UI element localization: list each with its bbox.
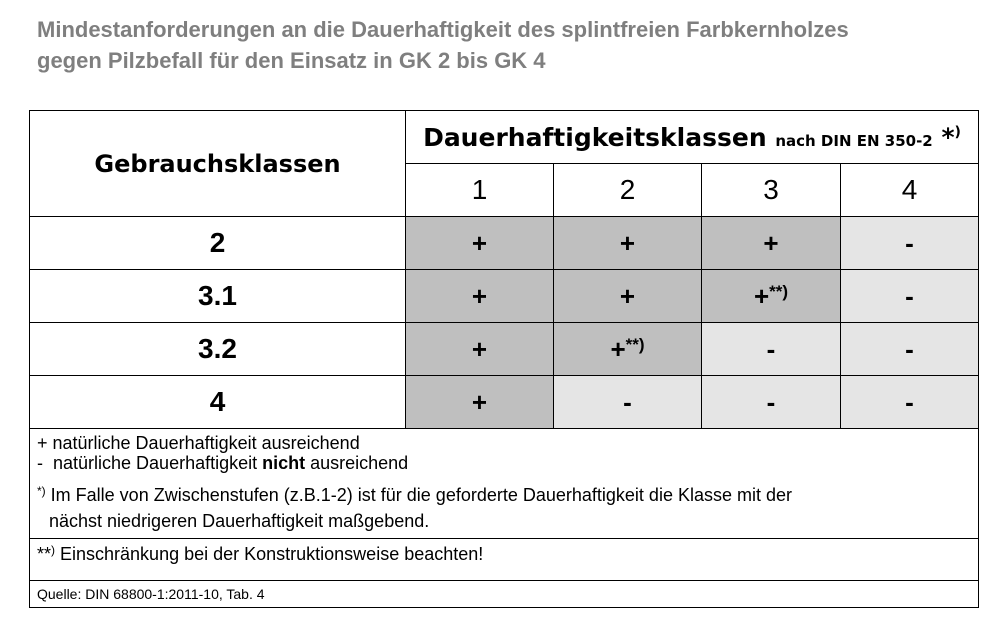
rating-value: + [619, 280, 636, 311]
rating-value: + [471, 227, 488, 258]
rating-cell [702, 270, 841, 323]
durability-table [29, 110, 979, 608]
rating-footnote-mark: **) [625, 334, 645, 354]
rating-value: + [619, 227, 636, 258]
column-group-header [406, 111, 979, 164]
column-group-label: Dauerhaftigkeitsklassen [423, 122, 767, 152]
rating-cell [554, 217, 702, 270]
table-row [30, 270, 979, 323]
table-row [30, 323, 979, 376]
rating-cell [841, 376, 979, 429]
legend-plus: + natürliche Dauerhaftigkeit ausreichend [37, 433, 360, 453]
rating-value: - [905, 280, 914, 311]
construction-note [30, 539, 979, 581]
rating-cell [702, 376, 841, 429]
rating-cell [406, 376, 554, 429]
footnote-1-mark: *) [37, 484, 46, 498]
rating-footnote-mark: **) [769, 281, 789, 301]
note-mark-stars: ** [37, 544, 52, 564]
row-label: 3.2 [30, 323, 406, 376]
footnote-1 [37, 481, 978, 505]
title-line-2: gegen Pilzbefall für den Einsatz in GK 2 bis GK 4 [37, 48, 546, 73]
rating-value: - [905, 386, 914, 417]
rating-cell [554, 323, 702, 376]
row-label: 4 [30, 376, 406, 429]
note-text: Einschränkung bei der Konstruktionsweise beachten! [55, 544, 484, 564]
column-group-mark-paren: ) [954, 124, 961, 141]
row-label: 2 [30, 217, 406, 270]
legend-minus-suffix: ausreichend [305, 453, 409, 473]
table-row [30, 217, 979, 270]
rating-value: - [766, 333, 776, 364]
rating-value: + [471, 386, 488, 417]
rating-cell [702, 217, 841, 270]
note-mark-paren: ) [51, 543, 56, 557]
rating-value: + [610, 333, 626, 364]
row-header-label: Gebrauchsklassen [30, 111, 406, 217]
rating-value: - [766, 386, 776, 417]
footnote-1-line-2: nächst niedrigeren Dauerhaftigkeit maßgebend. [49, 511, 430, 531]
rating-value: - [905, 227, 914, 258]
legend-minus-bold: nicht [262, 453, 306, 473]
column-group-suffix: nach DIN EN 350-2 [775, 131, 933, 150]
column-header-2: 2 [554, 164, 702, 217]
column-header-1: 1 [406, 164, 554, 217]
rating-cell [406, 270, 554, 323]
row-label: 3.1 [30, 270, 406, 323]
rating-cell [554, 376, 702, 429]
rating-cell [841, 217, 979, 270]
rating-value: + [471, 333, 488, 364]
column-group-mark: * [941, 122, 955, 152]
footnote-1-line-1: Im Falle von Zwischenstufen (z.B.1-2) ist für die geforderte Dauerhaftigkeit die Klasse mit der [45, 485, 792, 505]
column-header-3: 3 [702, 164, 841, 217]
rating-value: + [753, 280, 770, 311]
title-line-1: Mindestanforderungen an die Dauerhaftigkeit des splintfreien Farbkernholzes [37, 17, 849, 42]
document-title [37, 14, 977, 76]
legend-minus [37, 453, 978, 473]
table-body [30, 217, 979, 429]
legend [30, 429, 979, 539]
legend-minus-prefix: - natürliche Dauerhaftigkeit [37, 453, 263, 473]
rating-cell [841, 270, 979, 323]
rating-cell [702, 323, 841, 376]
rating-cell [841, 323, 979, 376]
rating-value: - [623, 386, 632, 417]
column-header-4: 4 [841, 164, 979, 217]
rating-cell [406, 217, 554, 270]
table-row [30, 376, 979, 429]
rating-value: - [905, 333, 914, 364]
source-citation: Quelle: DIN 68800-1:2011-10, Tab. 4 [30, 581, 979, 608]
rating-value: + [471, 280, 488, 311]
rating-cell [406, 323, 554, 376]
rating-cell [554, 270, 702, 323]
rating-value: + [763, 227, 779, 258]
